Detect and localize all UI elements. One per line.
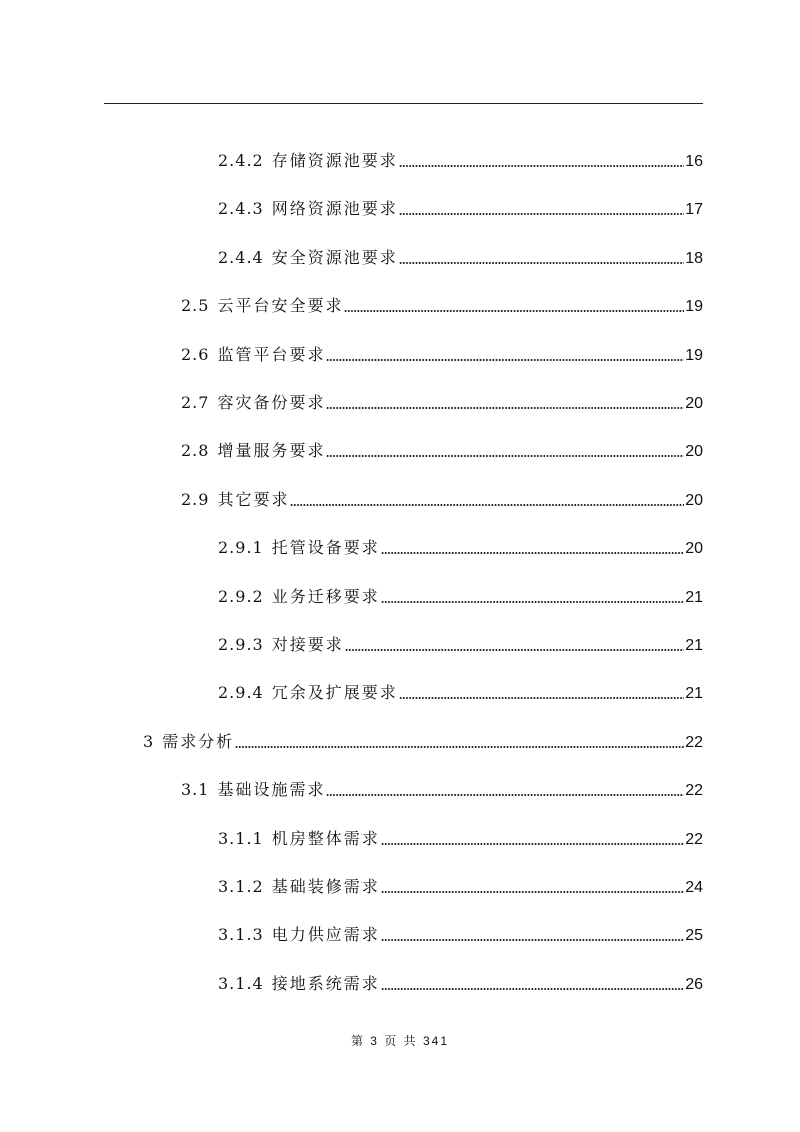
toc-entry-page-number: 20 <box>685 540 703 558</box>
toc-dot-leader <box>381 891 684 893</box>
page-footer: 第 3 页 共 341 <box>350 1034 450 1048</box>
toc-entry-page-number: 19 <box>685 346 703 364</box>
toc-entry[interactable] <box>218 148 703 174</box>
toc-entry-number: 3.1.2 <box>218 877 264 896</box>
toc-entry[interactable] <box>218 826 703 852</box>
toc-entry[interactable] <box>218 680 703 706</box>
toc-entry-title: 存储资源池要求 <box>271 151 398 170</box>
toc-entry-page-number: 26 <box>685 975 703 993</box>
toc-dot-leader <box>345 649 684 651</box>
toc-entry[interactable] <box>181 293 703 319</box>
toc-entry[interactable] <box>218 245 703 271</box>
toc-dot-leader <box>399 165 684 167</box>
toc-entry-title: 接地系统需求 <box>271 973 380 993</box>
toc-entry-page-number: 18 <box>685 249 703 267</box>
toc-dot-leader <box>326 794 684 796</box>
toc-entry-page-number: 21 <box>685 588 703 606</box>
toc-entry-title: 安全资源池要求 <box>271 247 398 267</box>
toc-entry-title: 业务迁移要求 <box>271 586 380 606</box>
toc-dot-leader <box>381 843 684 845</box>
toc-entry-page-number: 20 <box>685 395 703 412</box>
toc-entry-title: 监管平台要求 <box>217 344 326 364</box>
toc-entry-page-number: 17 <box>685 201 703 219</box>
toc-entry-title: 电力供应需求 <box>271 925 380 945</box>
toc-entry-page-number: 21 <box>685 685 703 703</box>
toc-entry-page-number: 19 <box>685 298 703 316</box>
toc-entry[interactable] <box>218 632 703 658</box>
toc-entry[interactable] <box>181 777 703 803</box>
toc-dot-leader <box>381 939 684 941</box>
toc-dot-leader <box>235 746 684 748</box>
toc-entry-page-number: 24 <box>685 879 703 896</box>
toc-entry-title: 对接要求 <box>271 635 344 654</box>
toc-entry-number: 2.9.2 <box>218 586 264 606</box>
toc-entry-number: 2.9.1 <box>218 538 264 558</box>
toc-dot-leader <box>399 697 684 699</box>
toc-dot-leader <box>290 504 684 506</box>
toc-entry-number: 3 <box>143 731 155 751</box>
toc-dot-leader <box>381 552 684 554</box>
toc-entry-number: 2.6 <box>181 344 210 364</box>
toc-entry-title: 云平台安全要求 <box>217 296 344 316</box>
toc-dot-leader <box>326 359 684 361</box>
toc-entry-number: 2.5 <box>181 296 210 316</box>
toc-entry-number: 3.1.3 <box>218 925 264 945</box>
toc-entry-title: 网络资源池要求 <box>271 199 398 219</box>
toc-entry-number: 2.9.4 <box>218 683 264 703</box>
toc-entry-title: 容灾备份要求 <box>217 393 326 412</box>
toc-entry-number: 2.4.2 <box>218 151 264 170</box>
toc-entry[interactable] <box>218 535 703 561</box>
toc-entry-number: 3.1.4 <box>218 973 264 993</box>
toc-entry-page-number: 22 <box>685 830 703 848</box>
toc-entry-title: 基础装修需求 <box>271 877 380 896</box>
toc-entry-number: 2.4.3 <box>218 199 264 219</box>
toc-entry-page-number: 21 <box>685 637 703 654</box>
toc-entry-title: 基础设施需求 <box>217 780 326 800</box>
toc-entry-number: 2.8 <box>181 441 210 461</box>
toc-entry[interactable] <box>218 584 703 610</box>
toc-dot-leader <box>381 601 684 603</box>
toc-entry[interactable] <box>181 342 703 368</box>
toc-dot-leader <box>381 988 684 990</box>
toc-dot-leader <box>326 455 684 457</box>
toc-entry-number: 3.1.1 <box>218 828 264 848</box>
toc-entry[interactable] <box>218 874 703 900</box>
toc-entry-number: 3.1 <box>181 780 210 800</box>
toc-entry[interactable] <box>143 729 703 755</box>
toc-dot-leader <box>399 213 684 215</box>
toc-entry-number: 2.4.4 <box>218 247 264 267</box>
toc-entry-page-number: 20 <box>685 443 703 461</box>
toc-entry-title: 托管设备要求 <box>271 538 380 558</box>
toc-entry[interactable] <box>218 971 703 997</box>
toc-entry-number: 2.9 <box>181 489 210 509</box>
toc-entry-number: 2.9.3 <box>218 635 264 654</box>
toc-entry-page-number: 20 <box>685 491 703 509</box>
toc-entry[interactable] <box>181 390 703 416</box>
toc-entry-title: 冗余及扩展要求 <box>271 683 398 703</box>
toc-entry-number: 2.7 <box>181 393 210 412</box>
toc-entry[interactable] <box>218 922 703 948</box>
toc-entry-page-number: 22 <box>685 733 703 751</box>
toc-entry-title: 其它要求 <box>217 489 290 509</box>
toc-entry-title: 增量服务要求 <box>217 441 326 461</box>
toc-entry-page-number: 16 <box>685 153 703 170</box>
toc-dot-leader <box>326 407 684 409</box>
toc-dot-leader <box>399 262 684 264</box>
toc-entry-title: 需求分析 <box>162 731 235 751</box>
toc-entry[interactable] <box>218 196 703 222</box>
toc-entry-title: 机房整体需求 <box>271 828 380 848</box>
toc-entry[interactable] <box>181 487 703 513</box>
toc-entry-page-number: 25 <box>685 927 703 945</box>
toc-entry-page-number: 22 <box>685 782 703 800</box>
toc-dot-leader <box>344 310 684 312</box>
toc-entry[interactable] <box>181 438 703 464</box>
